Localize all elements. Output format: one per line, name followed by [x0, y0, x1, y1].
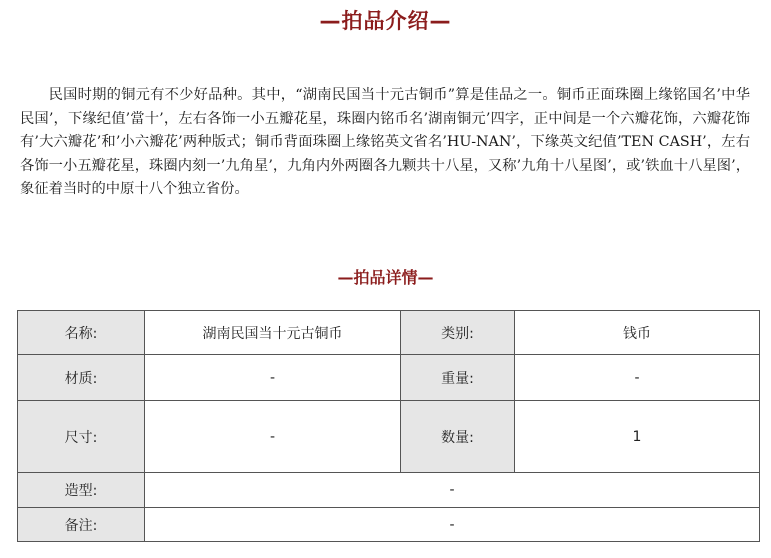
size-label: 尺寸: — [18, 401, 145, 473]
shape-label: 造型: — [18, 473, 145, 508]
shape-value: - — [145, 473, 760, 508]
table-row — [18, 355, 760, 401]
size-value: - — [145, 401, 401, 473]
weight-label: 重量: — [401, 355, 515, 401]
name-value: 湖南民国当十元古铜币 — [145, 311, 401, 355]
material-value: - — [145, 355, 401, 401]
name-label: 名称: — [18, 311, 145, 355]
category-value: 钱币 — [515, 311, 760, 355]
table-row — [18, 473, 760, 508]
details-section-title: —拍品详情— — [337, 268, 434, 287]
notes-value: - — [145, 508, 760, 542]
quantity-value: 1 — [515, 401, 760, 473]
table-row — [18, 508, 760, 542]
quantity-label: 数量: — [401, 401, 515, 473]
category-label: 类别: — [401, 311, 515, 355]
details-table — [17, 310, 760, 542]
weight-value: - — [515, 355, 760, 401]
notes-label: 备注: — [18, 508, 145, 542]
table-row — [18, 311, 760, 355]
intro-section-title: —拍品介绍— — [319, 9, 452, 33]
table-row — [18, 401, 760, 473]
material-label: 材质: — [18, 355, 145, 401]
intro-paragraph: 民国时期的铜元有不少好品种。其中，“湖南民国当十元古铜币”算是佳品之一。铜币正面珠圈上缘铭国名’中华民国’，下缘纪值’當十’，左右各饰一小五瓣花星，珠圈内铭币名’湖南铜元’四字，正中间是一个六瓣花饰，六瓣花饰有’大六瓣花’和’小六瓣花’两种版式；铜币背面珠圈上缘铭英文省名’HU-NAN’，下缘英文纪值’TEN CASH’，左右各饰一小五瓣花星，珠圈内刻一’九角星’，九角内外两圈各九颗共十八星，又称’九角十八星图’，或’铁血十八星图’，象征着当时的中原十八个独立省份。 — [20, 87, 750, 197]
